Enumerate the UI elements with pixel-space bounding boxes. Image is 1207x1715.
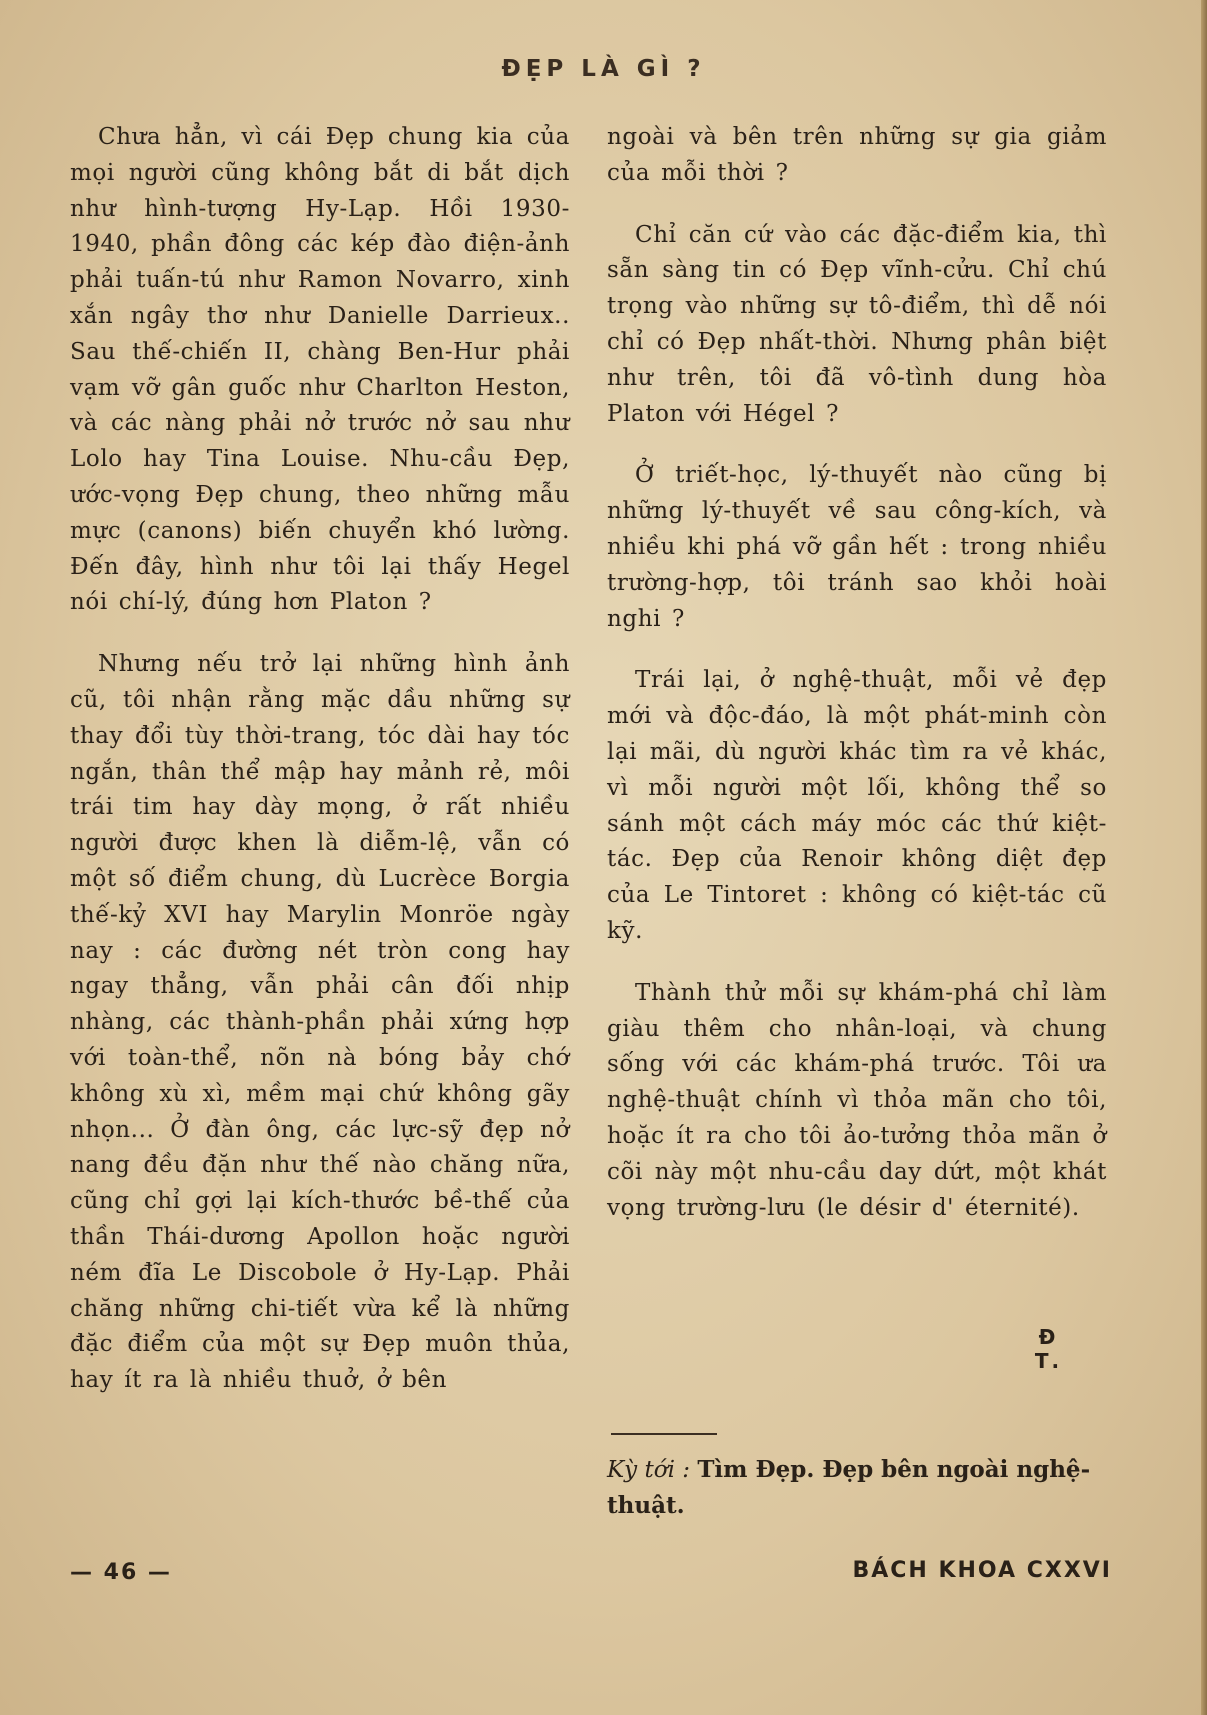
next-issue-title: Tìm Đẹp. Đẹp bên ngoài nghệ-thuật. — [607, 1456, 1091, 1519]
page-number: — 46 — — [70, 1560, 172, 1585]
page-title: ĐẸP LÀ GÌ ? — [501, 56, 706, 82]
paragraph: Chỉ căn cứ vào các đặc-điểm kia, thì sẵn sàng tin có Đẹp vĩnh-cửu. Chỉ chú trọng vào những sự tô-điểm, thì dễ nói chỉ có Đẹp nhất-thời. Nhưng phân biệt như trên, tôi đã vô-tình dung hòa Platon với Hégel ? — [607, 221, 1107, 427]
paragraph: Chưa hẳn, vì cái Đẹp chung kia của mọi người cũng không bắt di bắt dịch như hình-tượng Hy-Lạp. Hồi 1930-1940, phần đông các kép đào điện-ảnh phải tuấn-tú như Ramon Novarro, xinh xắn ngây thơ như Danielle Darrieux.. Sau thế-chiến II, chàng Ben-Hur phải vạm vỡ gân guốc như Charlton Heston, và các nàng phải nở trước nở sau như Lolo hay Tina Louise. Nhu-cầu Đẹp, ước-vọng Đẹp chung, theo những mẫu mực (canons) biến chuyển khó lường. Đến đây, hình như tôi lại thấy Hegel nói chí-lý, đúng hơn Platon ? — [70, 124, 570, 616]
next-issue-note — [607, 1452, 1112, 1524]
right-column — [607, 120, 1107, 1226]
divider — [611, 1433, 717, 1435]
journal-name: BÁCH KHOA CXXVI — [852, 1558, 1112, 1583]
paragraph: Thành thử mỗi sự khám-phá chỉ làm giàu thêm cho nhân-loại, và chung sống với các khám-phá trước. Tôi ưa nghệ-thuật chính vì thỏa mãn cho tôi, hoặc ít ra cho tôi ảo-tưởng thỏa mãn ở cõi này một nhu-cầu day dứt, một khát vọng trường-lưu (le désir d' éternité). — [607, 979, 1107, 1221]
paragraph: Trái lại, ở nghệ-thuật, mỗi vẻ đẹp mới và độc-đáo, là một phát-minh còn lại mãi, dù người khác tìm ra vẻ khác, vì mỗi người một lối, không thể so sánh một cách máy móc các thứ kiệt-tác. Đẹp của Renoir không diệt đẹp của Le Tintoret : không có kiệt-tác cũ kỹ. — [607, 667, 1107, 944]
paragraph: ngoài và bên trên những sự gia giảm của mỗi thời ? — [607, 124, 1107, 186]
left-column — [70, 120, 570, 1399]
author-signature: Đ T. — [1034, 1325, 1066, 1373]
page-edge — [1201, 0, 1207, 1715]
paragraph: Nhưng nếu trở lại những hình ảnh cũ, tôi nhận rằng mặc dầu những sự thay đổi tùy thời-trang, tóc dài hay tóc ngắn, thân thể mập hay mảnh rẻ, môi trái tim hay dày mọng, ở rất nhiều người được khen là diễm-lệ, vẫn có một số điểm chung, dù Lucrèce Borgia thế-kỷ XVI hay Marylin Monröe ngày nay : các đường nét tròn cong hay ngay thẳng, vẫn phải cân đối nhịp nhàng, các thành-phần phải xứng hợp với toàn-thể, nõn nà bóng bảy chớ không xù xì, mềm mại chứ không gãy nhọn... Ở đàn ông, các lực-sỹ đẹp nở nang đều đặn như thế nào chăng nữa, cũng chỉ gợi lại kích-thước bề-thế của thần Thái-dương Apollon hoặc người ném đĩa Le Discobole ở Hy-Lạp. Phải chăng những chi-tiết vừa kể là những đặc điểm của một sự Đẹp muôn thủa, hay ít ra là nhiều thuở, ở bên — [70, 651, 570, 1394]
next-issue-label: Kỳ tới : — [607, 1457, 690, 1483]
paragraph: Ở triết-học, lý-thuyết nào cũng bị những lý-thuyết về sau công-kích, và nhiều khi phá vỡ gần hết : trong nhiều trường-hợp, tôi tránh sao khỏi hoài nghi ? — [607, 462, 1107, 632]
